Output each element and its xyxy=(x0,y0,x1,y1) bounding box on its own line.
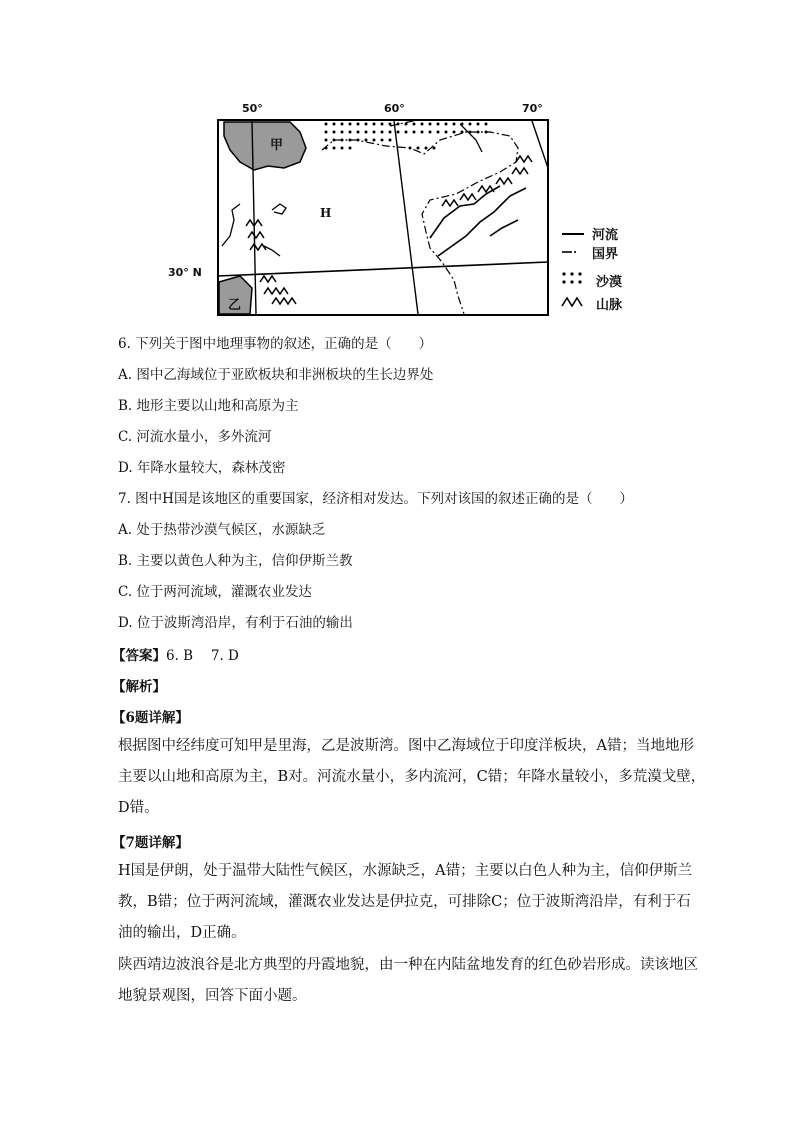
desert-dot xyxy=(477,123,480,126)
desert-dot xyxy=(325,139,328,142)
intro-line: 陕西靖边波浪谷是北方典型的丹霞地貌，由一种在内陆盆地发育的红色砂岩形成。读该地区 xyxy=(118,957,698,973)
detail-6-line: 根据图中经纬度可知甲是里海，乙是波斯湾。图中乙海域位于印度洋板块，A错；当地地形 xyxy=(118,738,694,754)
detail-7-label: 【7题详解】 xyxy=(112,835,189,851)
question-6-option-b: B. 地形主要以山地和高原为主 xyxy=(118,398,299,414)
desert-dot xyxy=(325,123,328,126)
desert-dot xyxy=(365,139,368,142)
desert-dot xyxy=(429,123,432,126)
desert-dot xyxy=(413,123,416,126)
desert-dot xyxy=(417,147,420,150)
desert-dot xyxy=(373,131,376,134)
region-label-jia: 甲 xyxy=(270,138,284,153)
mountain-symbols xyxy=(246,156,532,304)
caspian-sea-shape xyxy=(224,122,306,170)
map-svg xyxy=(160,96,660,324)
desert-dot xyxy=(341,147,344,150)
lon-label-60: 60° xyxy=(384,102,405,115)
question-6-option-d: D. 年降水量较大，森林茂密 xyxy=(118,460,286,476)
desert-dot xyxy=(381,139,384,142)
meridian-70 xyxy=(532,121,548,168)
desert-dot xyxy=(397,131,400,134)
desert-dot xyxy=(381,131,384,134)
detail-6-text xyxy=(118,731,706,824)
desert-dot xyxy=(349,131,352,134)
desert-dot xyxy=(445,131,448,134)
lat-label-30n: 30° N xyxy=(168,266,202,279)
desert-dot xyxy=(325,131,328,134)
desert-dot xyxy=(381,123,384,126)
desert-dot xyxy=(333,131,336,134)
desert-dot xyxy=(333,123,336,126)
river-5 xyxy=(222,204,240,246)
detail-6-line: 主要以山地和高原为主，B对。河流水量小，多内流河，C错；年降水量较小，多荒漠戈壁， xyxy=(118,769,706,785)
parallel-30n xyxy=(218,262,548,276)
lon-label-70: 70° xyxy=(522,102,543,115)
desert-dot xyxy=(365,123,368,126)
desert-dot xyxy=(437,123,440,126)
intro-text xyxy=(118,950,698,1012)
lon-label-50: 50° xyxy=(242,102,263,115)
legend-river-label: 河流 xyxy=(592,228,619,243)
desert-dot xyxy=(485,123,488,126)
desert-dot xyxy=(437,131,440,134)
question-7-option-b: B. 主要以黄色人种为主，信仰伊斯兰教 xyxy=(118,553,353,569)
intro-line: 地貌景观图，回答下面小题。 xyxy=(118,988,307,1004)
desert-dot xyxy=(373,139,376,142)
desert-dot xyxy=(373,123,376,126)
desert-dot xyxy=(413,131,416,134)
detail-7-line: 油的输出，D正确。 xyxy=(118,925,246,941)
desert-dot xyxy=(357,123,360,126)
answer-label: 【答案】 xyxy=(112,648,166,664)
desert-dot xyxy=(453,123,456,126)
desert-dot xyxy=(469,123,472,126)
desert-dot xyxy=(357,131,360,134)
detail-7-line: H国是伊朗，处于温带大陆性气候区，水源缺乏，A错；主要以白色人种为主，信仰伊斯兰 xyxy=(118,863,693,879)
question-6-stem: 6. 下列关于图中地理事物的叙述，正确的是（ ） xyxy=(118,336,433,352)
desert-dot xyxy=(341,123,344,126)
desert-dot xyxy=(445,123,448,126)
river-4 xyxy=(272,204,286,214)
detail-7-text xyxy=(118,856,693,949)
desert-dot xyxy=(389,123,392,126)
question-7-option-a: A. 处于热带沙漠气候区，水源缺乏 xyxy=(118,522,326,538)
question-6-option-a: A. 图中乙海域位于亚欧板块和非洲板块的生长边界处 xyxy=(118,367,434,383)
region-label-h: H xyxy=(320,206,332,220)
question-7-option-d: D. 位于波斯湾沿岸，有利于石油的输出 xyxy=(118,615,353,631)
legend-desert-symbol xyxy=(562,272,581,283)
detail-7-line: 教，B错；位于两河流域，灌溉农业发达是伊拉克，可排除C；位于波斯湾沿岸，有利于石 xyxy=(118,894,691,910)
legend-border-label: 国界 xyxy=(592,247,619,262)
question-7-stem: 7. 图中H国是该地区的重要国家，经济相对发达。下列对该国的叙述正确的是（ ） xyxy=(118,491,633,507)
answer-line xyxy=(112,644,239,664)
map-figure xyxy=(160,96,660,324)
river-7 xyxy=(460,124,482,152)
region-label-yi: 乙 xyxy=(228,298,242,313)
question-6-option-c: C. 河流水量小，多外流河 xyxy=(118,429,272,445)
desert-dot xyxy=(349,147,352,150)
question-7-option-c: C. 位于两河流域，灌溉农业发达 xyxy=(118,584,312,600)
answer-text: 6. B 7. D xyxy=(166,648,239,664)
desert-dot xyxy=(453,131,456,134)
river-1 xyxy=(430,186,500,238)
desert-dot xyxy=(341,131,344,134)
desert-dot xyxy=(349,123,352,126)
legend-mountain-symbol xyxy=(562,298,582,306)
legend-mountain-label: 山脉 xyxy=(596,298,623,313)
legend-desert-label: 沙漠 xyxy=(596,275,623,290)
desert-dot xyxy=(333,147,336,150)
desert-dot xyxy=(405,131,408,134)
analysis-label: 【解析】 xyxy=(112,679,166,695)
desert-dot xyxy=(365,131,368,134)
desert-dot xyxy=(425,147,428,150)
desert-dot xyxy=(421,131,424,134)
desert-dot xyxy=(421,123,424,126)
river-3 xyxy=(490,220,518,236)
border-line-east xyxy=(322,132,518,314)
river-6 xyxy=(264,246,280,256)
desert-dot xyxy=(389,131,392,134)
detail-6-label: 【6题详解】 xyxy=(112,710,189,726)
desert-dot xyxy=(429,131,432,134)
desert-dot xyxy=(389,139,392,142)
detail-6-line: D错。 xyxy=(118,800,159,816)
